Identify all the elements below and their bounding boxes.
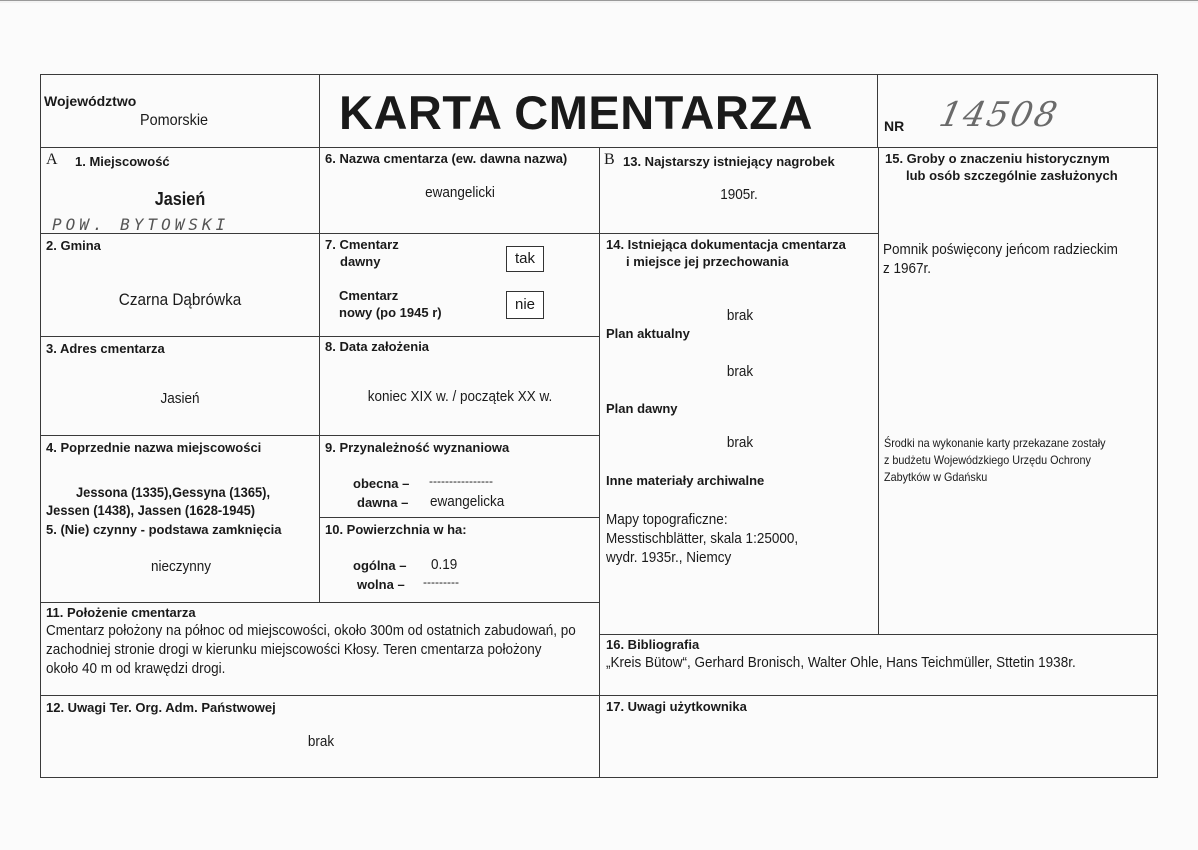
f7-nowy-label-1: Cmentarz [339, 288, 399, 303]
hline-b1 [600, 233, 878, 234]
f1-label: 1. Miejscowość [75, 154, 170, 169]
f10-ogolna-label: ogólna – [353, 558, 407, 573]
f4-label: 4. Poprzednie nazwa miejscowości [46, 440, 262, 455]
f7-dawny-box: tak [506, 246, 544, 272]
f7-label: 7. Cmentarz [325, 237, 399, 252]
page-title: KARTA CMENTARZA [339, 86, 813, 139]
nr-handwritten: 14508 [935, 95, 1063, 135]
f8-value: koniec XIX w. / początek XX w. [367, 388, 553, 405]
frame-top [40, 74, 1157, 75]
f14-inne-line3: wydr. 1935r., Niemcy [606, 549, 732, 566]
wojewodztwo-value: Pomorskie [140, 112, 209, 129]
scan-edge-line [0, 0, 1198, 1]
f14-inne-line2: Messtischblätter, skala 1:25000, [606, 530, 799, 547]
f11-line2: zachodniej stronie drogi w kierunku miejscowości Kłosy. Teren cmentarza położony [46, 641, 542, 658]
f14-inne-line1: Mapy topograficzne: [606, 511, 728, 528]
f10-wolna-label: wolna – [357, 577, 405, 592]
wojewodztwo-label: Województwo [44, 93, 137, 109]
hline-a5 [40, 602, 600, 603]
f3-label: 3. Adres cmentarza [46, 341, 165, 356]
f11-line1: Cmentarz położony na północ od miejscowości, około 300m od ostatnich zabudowań, po [46, 622, 576, 639]
header-vline-1 [319, 74, 320, 148]
hline-a3 [40, 435, 600, 436]
f14-label-2: i miejsce jej przechowania [626, 254, 789, 269]
f9-obecna-value: ---------------- [429, 474, 493, 488]
f7-nowy-box: nie [506, 291, 544, 319]
f15-note-2: z budżetu Wojewódzkiego Urzędu Ochrony [884, 453, 1091, 467]
f2-value: Czarna Dąbrówka [118, 290, 242, 309]
f3-value: Jasień [160, 390, 200, 407]
hline-a6 [40, 695, 1157, 696]
f14-plan-dawny-value: brak [726, 434, 754, 451]
f14-value: brak [726, 307, 754, 324]
f11-label: 11. Położenie cmentarza [46, 605, 196, 620]
f13-value: 1905r. [720, 186, 758, 203]
f10-label: 10. Powierzchnia w ha: [325, 522, 467, 537]
f15-label-2: lub osób szczególnie zasłużonych [906, 168, 1118, 183]
f9-obecna-label: obecna – [353, 476, 410, 491]
f8-label: 8. Data założenia [325, 339, 430, 354]
f9-dawna-label: dawna – [357, 495, 409, 510]
f14-plan-aktualny-label: Plan aktualny [606, 326, 690, 341]
f2-label: 2. Gmina [46, 238, 101, 253]
f10-ogolna-value: 0.19 [431, 556, 458, 573]
f12-value: brak [307, 733, 335, 750]
f9-dawna-value: ewangelicka [430, 493, 505, 510]
f5-value: nieczynny [150, 558, 212, 575]
f1-handwritten-annotation: POW. BYTOWSKI [52, 215, 230, 234]
f11-line3: około 40 m od krawędzi drogi. [46, 660, 226, 677]
f16-label: 16. Bibliografia [606, 637, 700, 652]
f14-plan-dawny-label: Plan dawny [606, 401, 678, 416]
f6-label: 6. Nazwa cmentarza (ew. dawna nazwa) [325, 151, 568, 166]
header-vline-2 [877, 74, 878, 148]
f10-wolna-value: --------- [423, 575, 459, 589]
hline-b2 [600, 634, 1157, 635]
f15-value-1: Pomnik poświęcony jeńcom radzieckim [883, 241, 1118, 258]
f14-label-1: 14. Istniejąca dokumentacja cmentarza [606, 237, 846, 252]
col-sep-2 [599, 147, 600, 778]
f15-label-1: 15. Groby o znaczeniu historycznym [885, 151, 1110, 166]
f4-line1: Jessona (1335),Gessyna (1365), [76, 484, 271, 500]
f1-value: Jasień [154, 189, 206, 209]
hline-a4 [320, 517, 600, 518]
frame-right [1157, 74, 1158, 778]
f9-label: 9. Przynależność wyznaniowa [325, 440, 510, 455]
f4-line2: Jessen (1438), Jassen (1628-1945) [46, 502, 256, 518]
section-a-letter: A [46, 151, 58, 168]
frame-left [40, 74, 41, 778]
nr-label: NR [884, 118, 905, 134]
section-b-letter: B [604, 151, 615, 168]
f17-label: 17. Uwagi użytkownika [606, 699, 747, 714]
f5-label: 5. (Nie) czynny - podstawa zamknięcia [46, 522, 282, 537]
f7-dawny-label: dawny [340, 254, 381, 269]
f6-value: ewangelicki [425, 184, 495, 201]
f13-label: 13. Najstarszy istniejący nagrobek [623, 154, 835, 169]
col-sep-1 [319, 147, 320, 603]
f14-plan-aktualny-value: brak [726, 363, 754, 380]
f15-note-3: Zabytków w Gdańsku [884, 470, 988, 484]
f7-nowy-label-2: nowy (po 1945 r) [339, 305, 442, 320]
cemetery-card [0, 3, 1198, 850]
hline-a2 [40, 336, 600, 337]
f12-label: 12. Uwagi Ter. Org. Adm. Państwowej [46, 700, 276, 715]
f15-note-1: Środki na wykonanie karty przekazane zostały [884, 436, 1106, 450]
f15-value-2: z 1967r. [883, 260, 932, 277]
col-sep-3 [878, 147, 879, 634]
f14-inne-label: Inne materiały archiwalne [606, 473, 765, 488]
f16-value: „Kreis Bütow“, Gerhard Bronisch, Walter Ohle, Hans Teichmüller, Sttetin 1938r. [606, 654, 1076, 671]
